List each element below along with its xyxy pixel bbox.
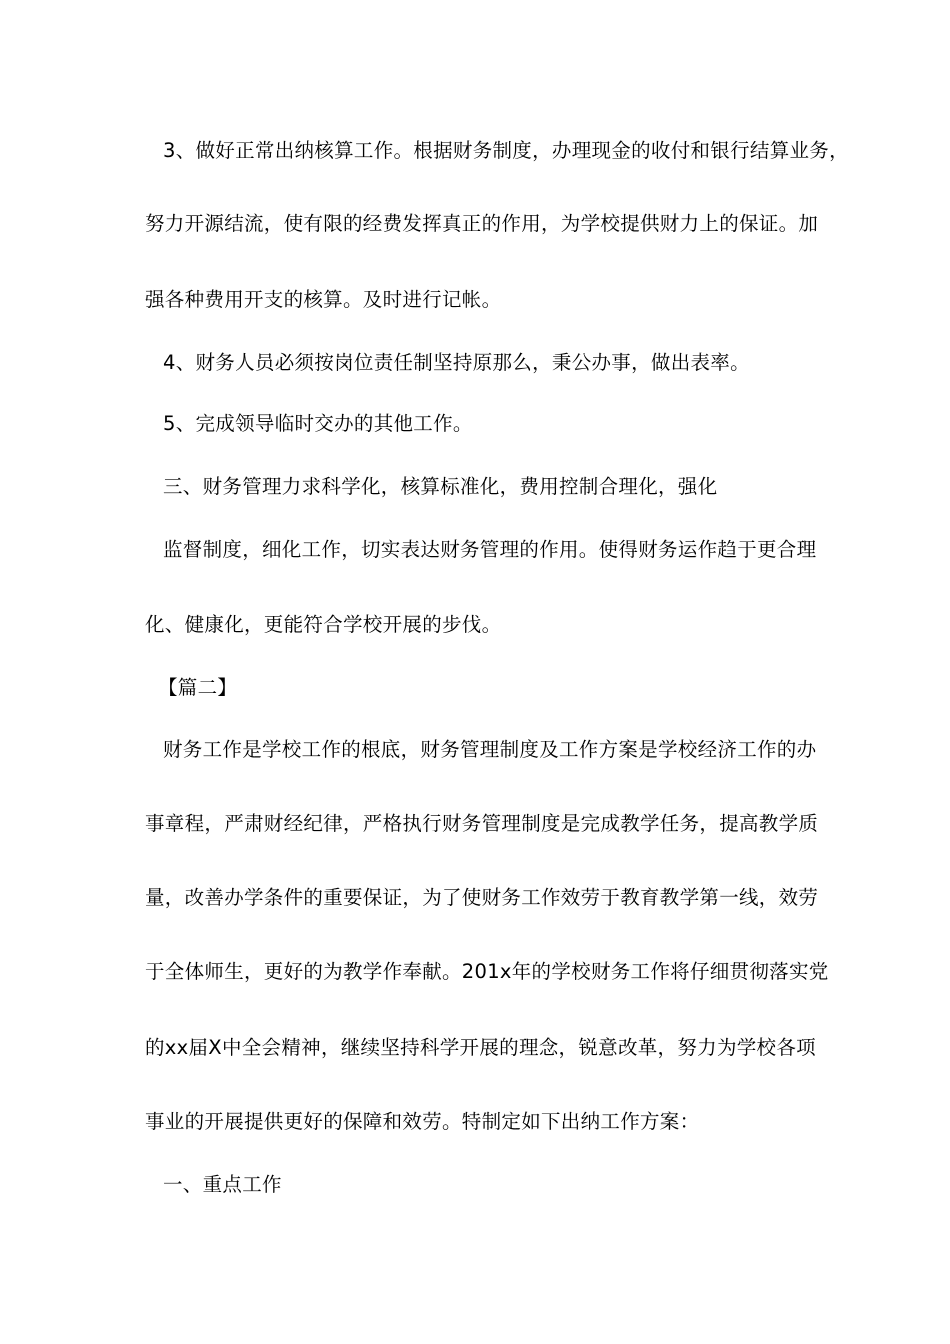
section-heading: 一、重点工作 (163, 1173, 282, 1196)
paragraph-line: 化、健康化，更能符合学校开展的步伐。 (145, 613, 502, 636)
paragraph-line: 于全体师生，更好的为教学作奉献。201x年的学校财务工作将仔细贯彻落实党 (145, 960, 829, 983)
paragraph-line: 财务工作是学校工作的根底，财务管理制度及工作方案是学校经济工作的办 (163, 738, 817, 761)
paragraph-line: 5、完成领导临时交办的其他工作。 (163, 412, 473, 435)
part-heading: 【篇二】 (158, 676, 238, 699)
paragraph-line: 量，改善办学条件的重要保证，为了使财务工作效劳于教育教学第一线，效劳 (145, 886, 819, 909)
paragraph-line: 3、做好正常出纳核算工作。根据财务制度，办理现金的收付和银行结算业务， (163, 139, 849, 162)
paragraph-line: 事业的开展提供更好的保障和效劳。特制定如下出纳工作方案： (145, 1110, 700, 1133)
paragraph-line: 4、财务人员必须按岗位责任制坚持原那么，秉公办事，做出表率。 (163, 351, 750, 374)
paragraph-line: 的xx届X中全会精神，继续坚持科学开展的理念，锐意改革，努力为学校各项 (145, 1036, 816, 1059)
section-heading: 三、财务管理力求科学化，核算标准化，费用控制合理化，强化 (163, 475, 718, 498)
paragraph-line: 监督制度，细化工作，切实表达财务管理的作用。使得财务运作趋于更合理 (163, 538, 817, 561)
paragraph-line: 事章程，严肃财经纪律，严格执行财务管理制度是完成教学任务，提高教学质 (145, 812, 819, 835)
paragraph-line: 努力开源结流，使有限的经费发挥真正的作用，为学校提供财力上的保证。加 (145, 212, 819, 235)
paragraph-line: 强各种费用开支的核算。及时进行记帐。 (145, 288, 502, 311)
